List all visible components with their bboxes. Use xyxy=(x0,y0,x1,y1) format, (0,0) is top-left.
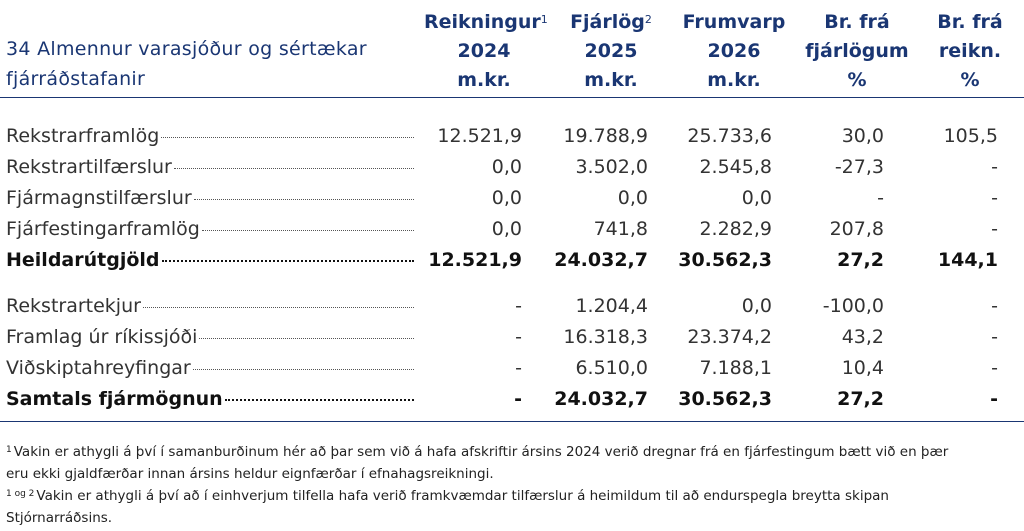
column-header-br-reikn xyxy=(924,8,1016,95)
row-label xyxy=(6,249,414,271)
row-value: 741,8 xyxy=(593,218,648,240)
row-value: 10,4 xyxy=(841,357,884,379)
row-value: 2.545,8 xyxy=(699,156,772,178)
row-value: - xyxy=(515,326,522,348)
column-header-line3: m.kr. xyxy=(584,69,638,91)
column-header-line3: % xyxy=(847,69,867,91)
row-label xyxy=(6,295,414,317)
column-header-line1: Frumvarp xyxy=(682,11,786,33)
row-value: 27,2 xyxy=(837,249,884,271)
row-value: 30.562,3 xyxy=(678,388,772,410)
row-label-text: Fjármagnstilfærslur xyxy=(6,187,192,209)
footnote-marker: 1 xyxy=(540,13,548,26)
row-value: 12.521,9 xyxy=(428,249,522,271)
row-value: - xyxy=(877,187,884,209)
row-label-text: Rekstrartilfærslur xyxy=(6,156,172,178)
row-value: - xyxy=(991,326,998,348)
column-header-line1: Br. frá xyxy=(937,11,1003,33)
table-title-line2: fjárráðstafanir xyxy=(6,68,146,90)
row-value: - xyxy=(991,357,998,379)
row-label xyxy=(6,187,414,209)
column-header-line1: Fjárlög xyxy=(570,11,645,33)
footnote-1-marker: 1 xyxy=(6,445,12,455)
row-value: 0,0 xyxy=(741,295,772,317)
row-value: 43,2 xyxy=(841,326,884,348)
column-header-line2: reikn. xyxy=(938,40,1002,62)
row-label-text: Framlag úr ríkissjóði xyxy=(6,326,198,348)
row-value: 27,2 xyxy=(837,388,884,410)
row-value: 1.204,4 xyxy=(575,295,648,317)
row-value: - xyxy=(515,357,522,379)
table-total-row xyxy=(0,388,1024,414)
dot-leader xyxy=(202,229,414,231)
table-row xyxy=(0,187,1024,213)
column-header-line2: fjárlögum xyxy=(805,40,909,62)
row-value: 3.502,0 xyxy=(575,156,648,178)
row-value: 6.510,0 xyxy=(575,357,648,379)
row-label xyxy=(6,125,414,147)
table-total-row xyxy=(0,249,1024,275)
row-value: 0,0 xyxy=(491,218,522,240)
table-row xyxy=(0,326,1024,352)
footnote-marker: 2 xyxy=(644,13,652,26)
table-row xyxy=(0,295,1024,321)
header-rule xyxy=(0,97,1024,98)
column-header-line2: 2025 xyxy=(584,40,638,62)
row-value: 24.032,7 xyxy=(554,388,648,410)
row-value: 12.521,9 xyxy=(437,125,522,147)
column-header-line3: % xyxy=(960,69,980,91)
row-label xyxy=(6,218,414,240)
row-value: 30.562,3 xyxy=(678,249,772,271)
footnote-1 xyxy=(6,441,1016,463)
row-value: 0,0 xyxy=(617,187,648,209)
row-value: 30,0 xyxy=(841,125,884,147)
row-value: 207,8 xyxy=(829,218,884,240)
dot-leader xyxy=(161,136,414,138)
column-header-fjarlog xyxy=(556,8,666,95)
dot-leader xyxy=(193,368,414,370)
row-value: -27,3 xyxy=(834,156,884,178)
column-header-reikningur xyxy=(424,8,548,95)
row-value: 19.788,9 xyxy=(563,125,648,147)
row-value: 144,1 xyxy=(937,249,998,271)
row-value: - xyxy=(991,218,998,240)
column-header-line2: 2024 xyxy=(457,40,511,62)
footnote-2-marker: 1 og 2 xyxy=(6,489,35,499)
row-value: - xyxy=(991,156,998,178)
table-title-line1: 34 Almennur varasjóður og sértækar xyxy=(6,38,367,60)
footnote-1-continued: eru ekki gjaldfærðar innan ársins heldur eignfærðar í efnahagsreikningi. xyxy=(6,466,494,482)
row-label-text: Heildarútgjöld xyxy=(6,249,160,271)
footnote-2-continued: Stjórnarráðsins. xyxy=(6,510,113,526)
row-value: 16.318,3 xyxy=(563,326,648,348)
row-label xyxy=(6,326,414,348)
table-row xyxy=(0,125,1024,151)
row-value: 25.733,6 xyxy=(687,125,772,147)
row-label-text: Samtals fjármögnun xyxy=(6,388,223,410)
row-value: - xyxy=(514,388,522,410)
row-label xyxy=(6,156,414,178)
dot-leader xyxy=(162,259,415,262)
dot-leader xyxy=(225,398,414,401)
row-value: - xyxy=(991,295,998,317)
row-value: - xyxy=(515,295,522,317)
row-value: 0,0 xyxy=(491,187,522,209)
row-label-text: Rekstrarframlög xyxy=(6,125,160,147)
row-label xyxy=(6,357,414,379)
column-header-frumvarp xyxy=(674,8,794,95)
table-row xyxy=(0,156,1024,182)
row-value: 0,0 xyxy=(491,156,522,178)
row-value: 23.374,2 xyxy=(687,326,772,348)
row-label-text: Viðskiptahreyfingar xyxy=(6,357,191,379)
row-value: -100,0 xyxy=(822,295,884,317)
column-header-line3: m.kr. xyxy=(707,69,761,91)
row-value: 105,5 xyxy=(943,125,998,147)
table-row xyxy=(0,357,1024,383)
row-value: - xyxy=(991,187,998,209)
column-header-line1: Br. frá xyxy=(824,11,890,33)
row-label-text: Fjárfestingarframlög xyxy=(6,218,200,240)
footnote-2-text: Vakin er athygli á því að í einhverjum tilfella hafa verið framkvæmdar tilfærslur á heimildum til að endurspegla breytta skipan xyxy=(36,488,889,504)
row-label-text: Rekstrartekjur xyxy=(6,295,141,317)
row-value: - xyxy=(990,388,998,410)
dot-leader xyxy=(199,337,414,339)
footer-rule xyxy=(0,421,1024,422)
dot-leader xyxy=(194,198,414,200)
column-header-line1: Reikningur xyxy=(424,11,541,33)
column-header-line2: 2026 xyxy=(707,40,761,62)
dot-leader xyxy=(174,167,414,169)
row-value: 24.032,7 xyxy=(554,249,648,271)
dot-leader xyxy=(143,306,414,308)
footnote-2 xyxy=(6,485,1016,507)
row-value: 7.188,1 xyxy=(699,357,772,379)
row-label xyxy=(6,388,414,410)
column-header-line3: m.kr. xyxy=(457,69,511,91)
footnote-1-text: Vakin er athygli á því í samanburðinum hér að þar sem við á hafa afskriftir ársins 2024 verið dregnar frá en fjárfestingum bætt við en þær xyxy=(13,444,949,460)
row-value: 0,0 xyxy=(741,187,772,209)
column-header-br-fjarlogum xyxy=(798,8,916,95)
table-row xyxy=(0,218,1024,244)
row-value: 2.282,9 xyxy=(699,218,772,240)
